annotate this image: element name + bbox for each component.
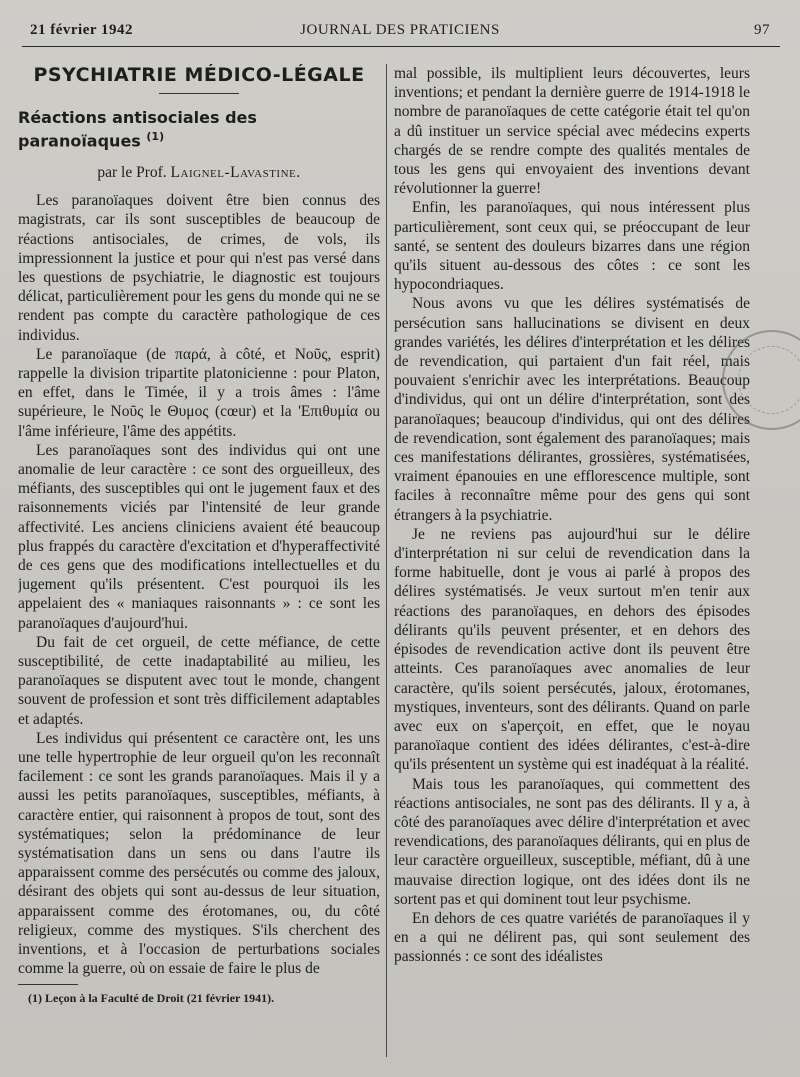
article-title (18, 108, 380, 151)
stamp-inner-ring (738, 346, 800, 414)
left-column (18, 64, 380, 1063)
section-heading: PSYCHIATRIE MÉDICO-LÉGALE (33, 64, 365, 86)
paragraph: Du fait de cet orgueil, de cette méfiance, de cette susceptibilité, de cette inadaptabilité au milieu, les paranoïaques se disputent avec tout le monde, changent souvent de profession et sont très difficilement adaptables et adaptés. (18, 633, 380, 728)
header-rule (22, 46, 780, 47)
column-divider (386, 64, 387, 1057)
page-number: 97 (754, 22, 770, 38)
paragraph: Je ne reviens pas aujourd'hui sur le délire d'interprétation ni sur celui de revendication dans la forme habituelle, dont je vous ai parlé à propos des délires systématisés. Je veux surtout m'en tenir aux réactions des paranoïaques, en dehors des épisodes délirants qu'ils peuvent présenter, et en dehors des épisodes de revendication active dont ils peuvent être atteints. Ces paranoïaques avec anomalies de leur caractère, qu'ils soient persécutés, jaloux, érotomanes, mystiques, inventeurs, sont des délirants. Quand on parle avec eux on s'aperçoit, en effet, que le noyau paranoïaque contient des idées délirantes, c'est-à-dire qu'ils présentent un système qui est inadéquat à la réalité. (394, 525, 750, 774)
paragraph: Les individus qui présentent ce caractère ont, les uns une telle hypertrophie de leur orgueil qu'on les reconnaît facilement : ce sont les grands paranoïaques. Mais il y a aussi les petits paranoïaques, susceptibles, méfiants, à caractère entier, qui raisonnent à propos de tout, sont des systématiques; selon la prédominance de leur systématisation dans un sens ou dans l'autre ils apparaissent comme des persécutés ou comme des jaloux, désirant des objets qui sont au-dessus de leur situation, apparaissent comme des érotomanes, ou, du côté religieux, comme des mystiques. S'ils cherchent des inventions, et à l'occasion de perturbations sociales comme la guerre, où on essaie de faire le plus de (18, 729, 380, 978)
article-title-text: Réactions antisociales des paranoïaques (18, 108, 257, 151)
paragraph: Les paranoïaques doivent être bien connus des magistrats, car ils sont susceptibles de beaucoup de réactions antisociales, de crimes, de vols, ils impressionnent la justice et pour qui n'est pas versé dans les questions de psychiatrie, le diagnostic est toujours délicat, particulièrement pour les gens du monde qui ne se rendent pas compte du caractère pathologique de ces individus. (18, 192, 380, 344)
running-head (30, 22, 770, 44)
section-rule (159, 93, 239, 94)
author-byline (18, 163, 380, 182)
paragraph: En dehors de ces quatre variétés de paranoïaques il y en a qui ne délirent pas, qui sont seulement des passionnés : ce sont des idéalistes (394, 909, 750, 966)
paragraph: Mais tous les paranoïaques, qui commettent des réactions antisociales, ne sont pas des délirants. Il y a, à côté des paranoïaques avec délire d'interprétation et avec revendications, des paranoïaques délirants, qui en plus de leur caractère orgueilleux, susceptible, méfiant, dû à une mauvaise direction logique, ont des idées dont ils ne sortent pas et qui dominent tout leur psychisme. (394, 775, 750, 908)
paragraph: Les paranoïaques sont des individus qui ont une anomalie de leur caractère : ce sont des orgueilleux, des méfiants, des susceptibles qui ont le jugement faux et des raisonnements viciés par l'intensité de leur grande affectivité. Les anciens cliniciens avaient été beaucoup plus frappés du caractère d'excitation et d'hyperaffectivité de ces gens que des modifications intellectuelles et du jugement qu'ils présentent. C'est pourquoi ils les appelaient des « maniaques raisonnants » : ce sont les paranoïaques d'aujourd'hui. (18, 441, 380, 632)
footnote-rule (18, 984, 78, 985)
paragraph: Le paranoïaque (de παρά, à côté, et Νοῦς, esprit) rappelle la division tripartite platonicienne : pour Platon, en effet, dans le Timée, il y a trois âmes : l'âme supérieure, le Νοῦς le Θυμος (cœur) et la 'Επιθυμία ou l'âme inférieure, l'âme des appétits. (18, 345, 380, 440)
author-prefix: par le Prof. (97, 163, 167, 181)
paragraph: mal possible, ils multiplient leurs découvertes, leurs inventions; et pendant la dernière guerre de 1914-1918 le nombre de paranoïaques de cette catégorie était tel qu'on a dû instituer un service spécial avec médecins experts chargés de se rendre compte des qualités mentales de tous les gens qui envoyaient des inventions devant révolutionner la guerre! (394, 65, 750, 198)
paragraph: Enfin, les paranoïaques, qui nous intéressent plus particulièrement, sont ceux qui, se préoccupant de leur santé, se sentent des douleurs bizarres dans une région qu'ils situent au-dessous des côtes : ce sont les hypocondriaques. (394, 199, 750, 294)
right-column (394, 64, 750, 1063)
author-name: Laignel-Lavastine. (170, 163, 301, 181)
footnote: (1) Leçon à la Faculté de Droit (21 février 1941). (28, 991, 275, 1006)
paragraph: Nous avons vu que les délires systématisés de persécution sans hallucinations se divisent en deux grandes variétés, les délires d'interprétation et les délires de revendication, qui partaient d'un fait réel, mais pouvaient s'enrichir avec les interprétations. Beaucoup d'individus, qui ont un délire d'interprétation, sont des paranoïaques; beaucoup d'individus, qui ont des délires de revendication, sont également des paranoïaques; mais ces manifestations délirantes, grossières, systématisées, vraiment épanouies en une efflorescence multiple, sont faciles à reconnaître même pour des gens qui sont étrangers à la psychiatrie. (394, 295, 750, 524)
journal-title: JOURNAL DES PRATICIENS (300, 22, 500, 38)
footnote-reference: (1) (146, 130, 165, 144)
header-date: 21 février 1942 (30, 22, 134, 38)
